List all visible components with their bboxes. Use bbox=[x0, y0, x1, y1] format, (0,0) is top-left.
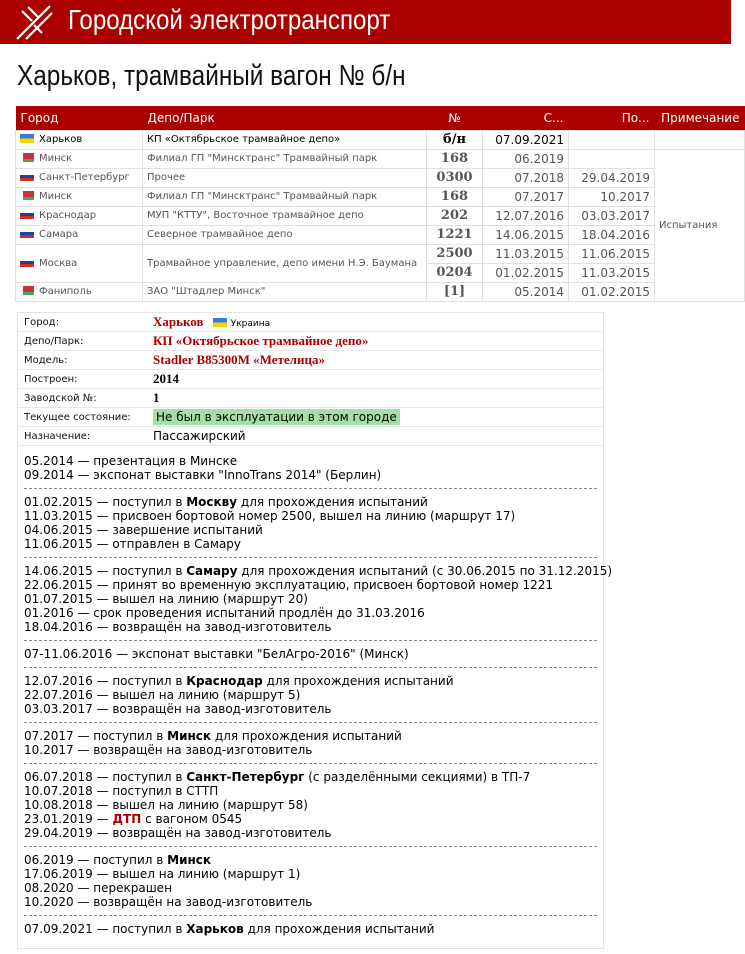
table-header-row bbox=[16, 106, 745, 130]
page-title: Харьков, трамвайный вагон № б/н bbox=[17, 60, 406, 92]
city-name[interactable]: Фаниполь bbox=[39, 286, 92, 297]
history-block bbox=[24, 564, 613, 641]
column-header-city[interactable]: Город bbox=[16, 106, 143, 130]
history-text: 11.06.2015 — отправлен в Самару bbox=[24, 537, 242, 551]
history-entry bbox=[24, 743, 597, 757]
history-city: Минск bbox=[167, 729, 212, 743]
country-flag-icon bbox=[20, 153, 34, 162]
history-entry bbox=[24, 922, 597, 936]
vehicle-history-table bbox=[15, 106, 745, 302]
column-header-note: Примечание bbox=[655, 106, 745, 130]
to-date-cell: 11.03.2015 bbox=[569, 263, 655, 282]
note-cell: Испытания bbox=[655, 149, 745, 301]
history-text: 22.06.2015 — принят во временную эксплуатацию, присвоен бортовой номер 1221 bbox=[24, 578, 553, 592]
history-text: 10.08.2018 — вышел на линию (маршрут 58) bbox=[24, 798, 308, 812]
country-flag-icon bbox=[20, 134, 34, 143]
history-entry bbox=[24, 770, 597, 784]
state-badge: Не был в эксплуатации в этом городе bbox=[153, 409, 400, 425]
column-header-to[interactable]: По... bbox=[569, 106, 655, 130]
history-city: Москву bbox=[186, 495, 238, 509]
serial-label: Заводской №: bbox=[24, 392, 97, 404]
history-text: 18.04.2016 — возвращён на завод-изготовитель bbox=[24, 620, 332, 634]
depot-cell[interactable]: Филиал ГП "Минсктранс" Трамвайный парк bbox=[143, 187, 427, 206]
history-entry bbox=[24, 647, 597, 661]
built-value: 2014 bbox=[153, 371, 179, 386]
from-date-cell: 07.09.2021 bbox=[483, 130, 569, 149]
purpose-label: Назначение: bbox=[24, 430, 91, 442]
history-block bbox=[24, 495, 597, 558]
to-date-cell: 03.03.2017 bbox=[569, 206, 655, 225]
city-cell bbox=[16, 130, 143, 149]
depot-link[interactable]: КП «Октябрьское трамвайное депо» bbox=[153, 333, 369, 348]
city-cell bbox=[16, 168, 143, 187]
history-entry bbox=[24, 729, 597, 743]
from-date-cell: 07.2017 bbox=[483, 187, 569, 206]
history-block bbox=[24, 674, 597, 723]
history-entry bbox=[24, 867, 597, 881]
history-text: 01.2016 — срок проведения испытаний продлён до 31.03.2016 bbox=[24, 606, 425, 620]
history-entry bbox=[24, 798, 597, 812]
history-entry bbox=[24, 853, 597, 867]
country-flag-icon bbox=[20, 286, 34, 295]
depot-cell[interactable]: Филиал ГП "Минсктранс" Трамвайный парк bbox=[143, 149, 427, 168]
depot-cell[interactable]: КП «Октябрьское трамвайное депо» bbox=[143, 130, 427, 149]
from-date-cell: 14.06.2015 bbox=[483, 225, 569, 244]
to-date-cell: 01.02.2015 bbox=[569, 282, 655, 301]
city-cell bbox=[16, 187, 143, 206]
table-row[interactable] bbox=[16, 282, 745, 301]
info-row-serial bbox=[18, 389, 603, 408]
history-text: 06.2019 — поступил в bbox=[24, 853, 168, 867]
column-header-depot[interactable]: Депо/Парк bbox=[143, 106, 427, 130]
city-name[interactable]: Самара bbox=[39, 229, 79, 240]
model-link[interactable]: Stadler B85300M «Метелица» bbox=[153, 352, 325, 367]
history-log bbox=[18, 446, 613, 948]
history-block bbox=[24, 729, 597, 764]
table-row[interactable] bbox=[16, 206, 745, 225]
history-block bbox=[24, 770, 597, 847]
history-entry bbox=[24, 592, 597, 606]
city-cell bbox=[16, 282, 143, 301]
to-date-cell: 11.06.2015 bbox=[569, 244, 655, 263]
history-entry bbox=[24, 468, 597, 482]
history-text: с вагоном 0545 bbox=[141, 812, 243, 826]
history-entry bbox=[24, 826, 597, 840]
history-text: 12.07.2016 — поступил в bbox=[24, 674, 187, 688]
vehicle-number-cell[interactable]: 202 bbox=[427, 206, 483, 225]
history-entry bbox=[24, 784, 597, 798]
info-row-purpose bbox=[18, 427, 603, 446]
logo-icon[interactable] bbox=[14, 3, 54, 41]
city-cell bbox=[16, 244, 143, 282]
city-name[interactable]: Москва bbox=[39, 257, 78, 269]
history-text: 04.06.2015 — завершение испытаний bbox=[24, 523, 263, 537]
history-text: 10.2017 — возвращён на завод-изготовитель bbox=[24, 743, 313, 757]
vehicle-number-cell[interactable]: 1221 bbox=[427, 225, 483, 244]
history-city: Минск bbox=[167, 853, 212, 867]
table-row[interactable] bbox=[16, 130, 745, 149]
history-entry bbox=[24, 523, 597, 537]
table-row[interactable] bbox=[16, 149, 745, 168]
from-date-cell: 05.2014 bbox=[483, 282, 569, 301]
history-city: Санкт-Петербург bbox=[186, 770, 305, 784]
vehicle-number-cell[interactable]: 168 bbox=[427, 149, 483, 168]
history-text: 03.03.2017 — возвращён на завод-изготовитель bbox=[24, 702, 332, 716]
city-name[interactable]: Минск bbox=[39, 153, 73, 164]
city-label: Город: bbox=[24, 316, 59, 328]
vehicle-number-cell[interactable]: 168 bbox=[427, 187, 483, 206]
history-text: 23.01.2019 — bbox=[24, 812, 113, 826]
info-row-built bbox=[18, 370, 603, 389]
city-cell bbox=[16, 225, 143, 244]
vehicle-number-cell[interactable]: 0204 bbox=[427, 263, 483, 282]
history-text: для прохождения испытаний bbox=[211, 729, 402, 743]
from-date-cell: 06.2019 bbox=[483, 149, 569, 168]
vehicle-number-cell[interactable]: [1] bbox=[427, 282, 483, 301]
from-date-cell: 11.03.2015 bbox=[483, 244, 569, 263]
city-name[interactable]: Краснодар bbox=[39, 210, 97, 221]
history-text: 07-11.06.2016 — экспонат выставки "БелАгро-2016" (Минск) bbox=[24, 647, 409, 661]
history-entry bbox=[24, 895, 597, 909]
to-date-cell bbox=[569, 130, 655, 149]
from-date-cell: 12.07.2016 bbox=[483, 206, 569, 225]
history-text: 07.09.2021 — поступил в bbox=[24, 922, 187, 936]
depot-cell[interactable]: Северное трамвайное депо bbox=[143, 225, 427, 244]
history-entry bbox=[24, 495, 597, 509]
depot-cell[interactable]: ЗАО "Штадлер Минск" bbox=[143, 282, 427, 301]
ukraine-flag-icon bbox=[213, 318, 227, 327]
accident-link[interactable]: ДТП bbox=[112, 812, 142, 826]
history-entry bbox=[24, 454, 597, 468]
history-entry bbox=[24, 606, 597, 620]
history-entry bbox=[24, 620, 597, 634]
history-block bbox=[24, 853, 597, 916]
info-row-state bbox=[18, 408, 603, 427]
to-date-cell: 18.04.2016 bbox=[569, 225, 655, 244]
history-text: 01.02.2015 — поступил в bbox=[24, 495, 187, 509]
history-city: Краснодар bbox=[186, 674, 263, 688]
country-flag-icon bbox=[20, 172, 34, 181]
vehicle-info-panel bbox=[17, 312, 613, 949]
history-text: 10.07.2018 — поступил в СТТП bbox=[24, 784, 219, 798]
history-text: 05.2014 — презентация в Минске bbox=[24, 454, 238, 468]
city-name[interactable]: Харьков bbox=[39, 134, 83, 145]
history-entry bbox=[24, 674, 597, 688]
info-row-city bbox=[18, 313, 603, 332]
city-link[interactable]: Харьков bbox=[153, 314, 204, 329]
history-block bbox=[24, 454, 597, 489]
history-entry bbox=[24, 812, 597, 826]
history-text: 06.07.2018 — поступил в bbox=[24, 770, 187, 784]
table-row[interactable] bbox=[16, 244, 745, 263]
vehicle-number-cell[interactable]: б/н bbox=[427, 130, 483, 149]
history-entry bbox=[24, 509, 597, 523]
history-entry bbox=[24, 578, 597, 592]
history-text: 08.2020 — перекрашен bbox=[24, 881, 172, 895]
history-entry bbox=[24, 881, 597, 895]
history-text: (с разделёнными секциями) в ТП-7 bbox=[304, 770, 531, 784]
country-flag-icon bbox=[20, 229, 34, 238]
history-entry bbox=[24, 537, 597, 551]
city-name[interactable]: Минск bbox=[39, 191, 73, 202]
history-block bbox=[24, 922, 597, 942]
serial-value: 1 bbox=[153, 390, 160, 405]
depot-cell[interactable]: Прочее bbox=[143, 168, 427, 187]
column-header-from[interactable]: С... bbox=[483, 106, 569, 130]
info-row-model bbox=[18, 351, 603, 370]
history-text: 01.07.2015 — вышел на линию (маршрут 20) bbox=[24, 592, 308, 606]
vehicle-number-cell[interactable]: 0300 bbox=[427, 168, 483, 187]
table-row[interactable] bbox=[16, 187, 745, 206]
model-label: Модель: bbox=[24, 354, 68, 366]
built-label: Построен: bbox=[24, 373, 78, 385]
to-date-cell bbox=[569, 149, 655, 168]
table-row[interactable] bbox=[16, 225, 745, 244]
to-date-cell: 29.04.2019 bbox=[569, 168, 655, 187]
site-header bbox=[0, 0, 731, 44]
history-text: 17.06.2019 — вышел на линию (маршрут 1) bbox=[24, 867, 301, 881]
column-header-number[interactable]: № bbox=[427, 106, 483, 130]
to-date-cell: 10.2017 bbox=[569, 187, 655, 206]
country-flag-icon bbox=[20, 210, 34, 219]
history-city: Харьков bbox=[186, 922, 244, 936]
depot-label: Депо/Парк: bbox=[24, 335, 84, 347]
history-text: 14.06.2015 — поступил в bbox=[24, 564, 187, 578]
history-text: 11.03.2015 — присвоен бортовой номер 2500, вышел на линию (маршрут 17) bbox=[24, 509, 516, 523]
history-text: 09.2014 — экспонат выставки "InnoTrans 2014" (Берлин) bbox=[24, 468, 382, 482]
history-text: для прохождения испытаний bbox=[243, 922, 435, 936]
history-block bbox=[24, 647, 597, 668]
depot-cell[interactable]: Трамвайное управление, депо имени Н.Э. Баумана bbox=[143, 244, 427, 282]
city-cell bbox=[16, 206, 143, 225]
country-flag-icon bbox=[20, 258, 34, 267]
note-cell bbox=[655, 130, 745, 149]
depot-cell[interactable]: МУП "КТТУ", Восточное трамвайное депо bbox=[143, 206, 427, 225]
history-entry bbox=[24, 564, 613, 578]
history-text: для прохождения испытаний bbox=[262, 674, 454, 688]
history-city: Самару bbox=[186, 564, 238, 578]
history-text: 10.2020 — возвращён на завод-изготовитель bbox=[24, 895, 313, 909]
site-title[interactable]: Городской электротранспорт bbox=[68, 4, 391, 35]
history-entry bbox=[24, 702, 597, 716]
history-text: для прохождения испытаний (с 30.06.2015 по 31.12.2015) bbox=[237, 564, 613, 578]
city-cell bbox=[16, 149, 143, 168]
history-entry bbox=[24, 688, 597, 702]
city-name[interactable]: Санкт-Петербург bbox=[39, 172, 130, 183]
history-text: для прохождения испытаний bbox=[237, 495, 428, 509]
vehicle-number-cell[interactable]: 2500 bbox=[427, 244, 483, 263]
history-text: 29.04.2019 — возвращён на завод-изготовитель bbox=[24, 826, 332, 840]
from-date-cell: 07.2018 bbox=[483, 168, 569, 187]
table-row[interactable] bbox=[16, 168, 745, 187]
state-label: Текущее состояние: bbox=[24, 411, 131, 423]
country-name: Украина bbox=[230, 319, 271, 329]
info-row-depot bbox=[18, 332, 603, 351]
history-text: 07.2017 — поступил в bbox=[24, 729, 168, 743]
purpose-value: Пассажирский bbox=[153, 429, 246, 443]
country-flag-icon bbox=[20, 191, 34, 200]
history-text: 22.07.2016 — вышел на линию (маршрут 5) bbox=[24, 688, 301, 702]
from-date-cell: 01.02.2015 bbox=[483, 263, 569, 282]
city-value bbox=[153, 314, 270, 330]
